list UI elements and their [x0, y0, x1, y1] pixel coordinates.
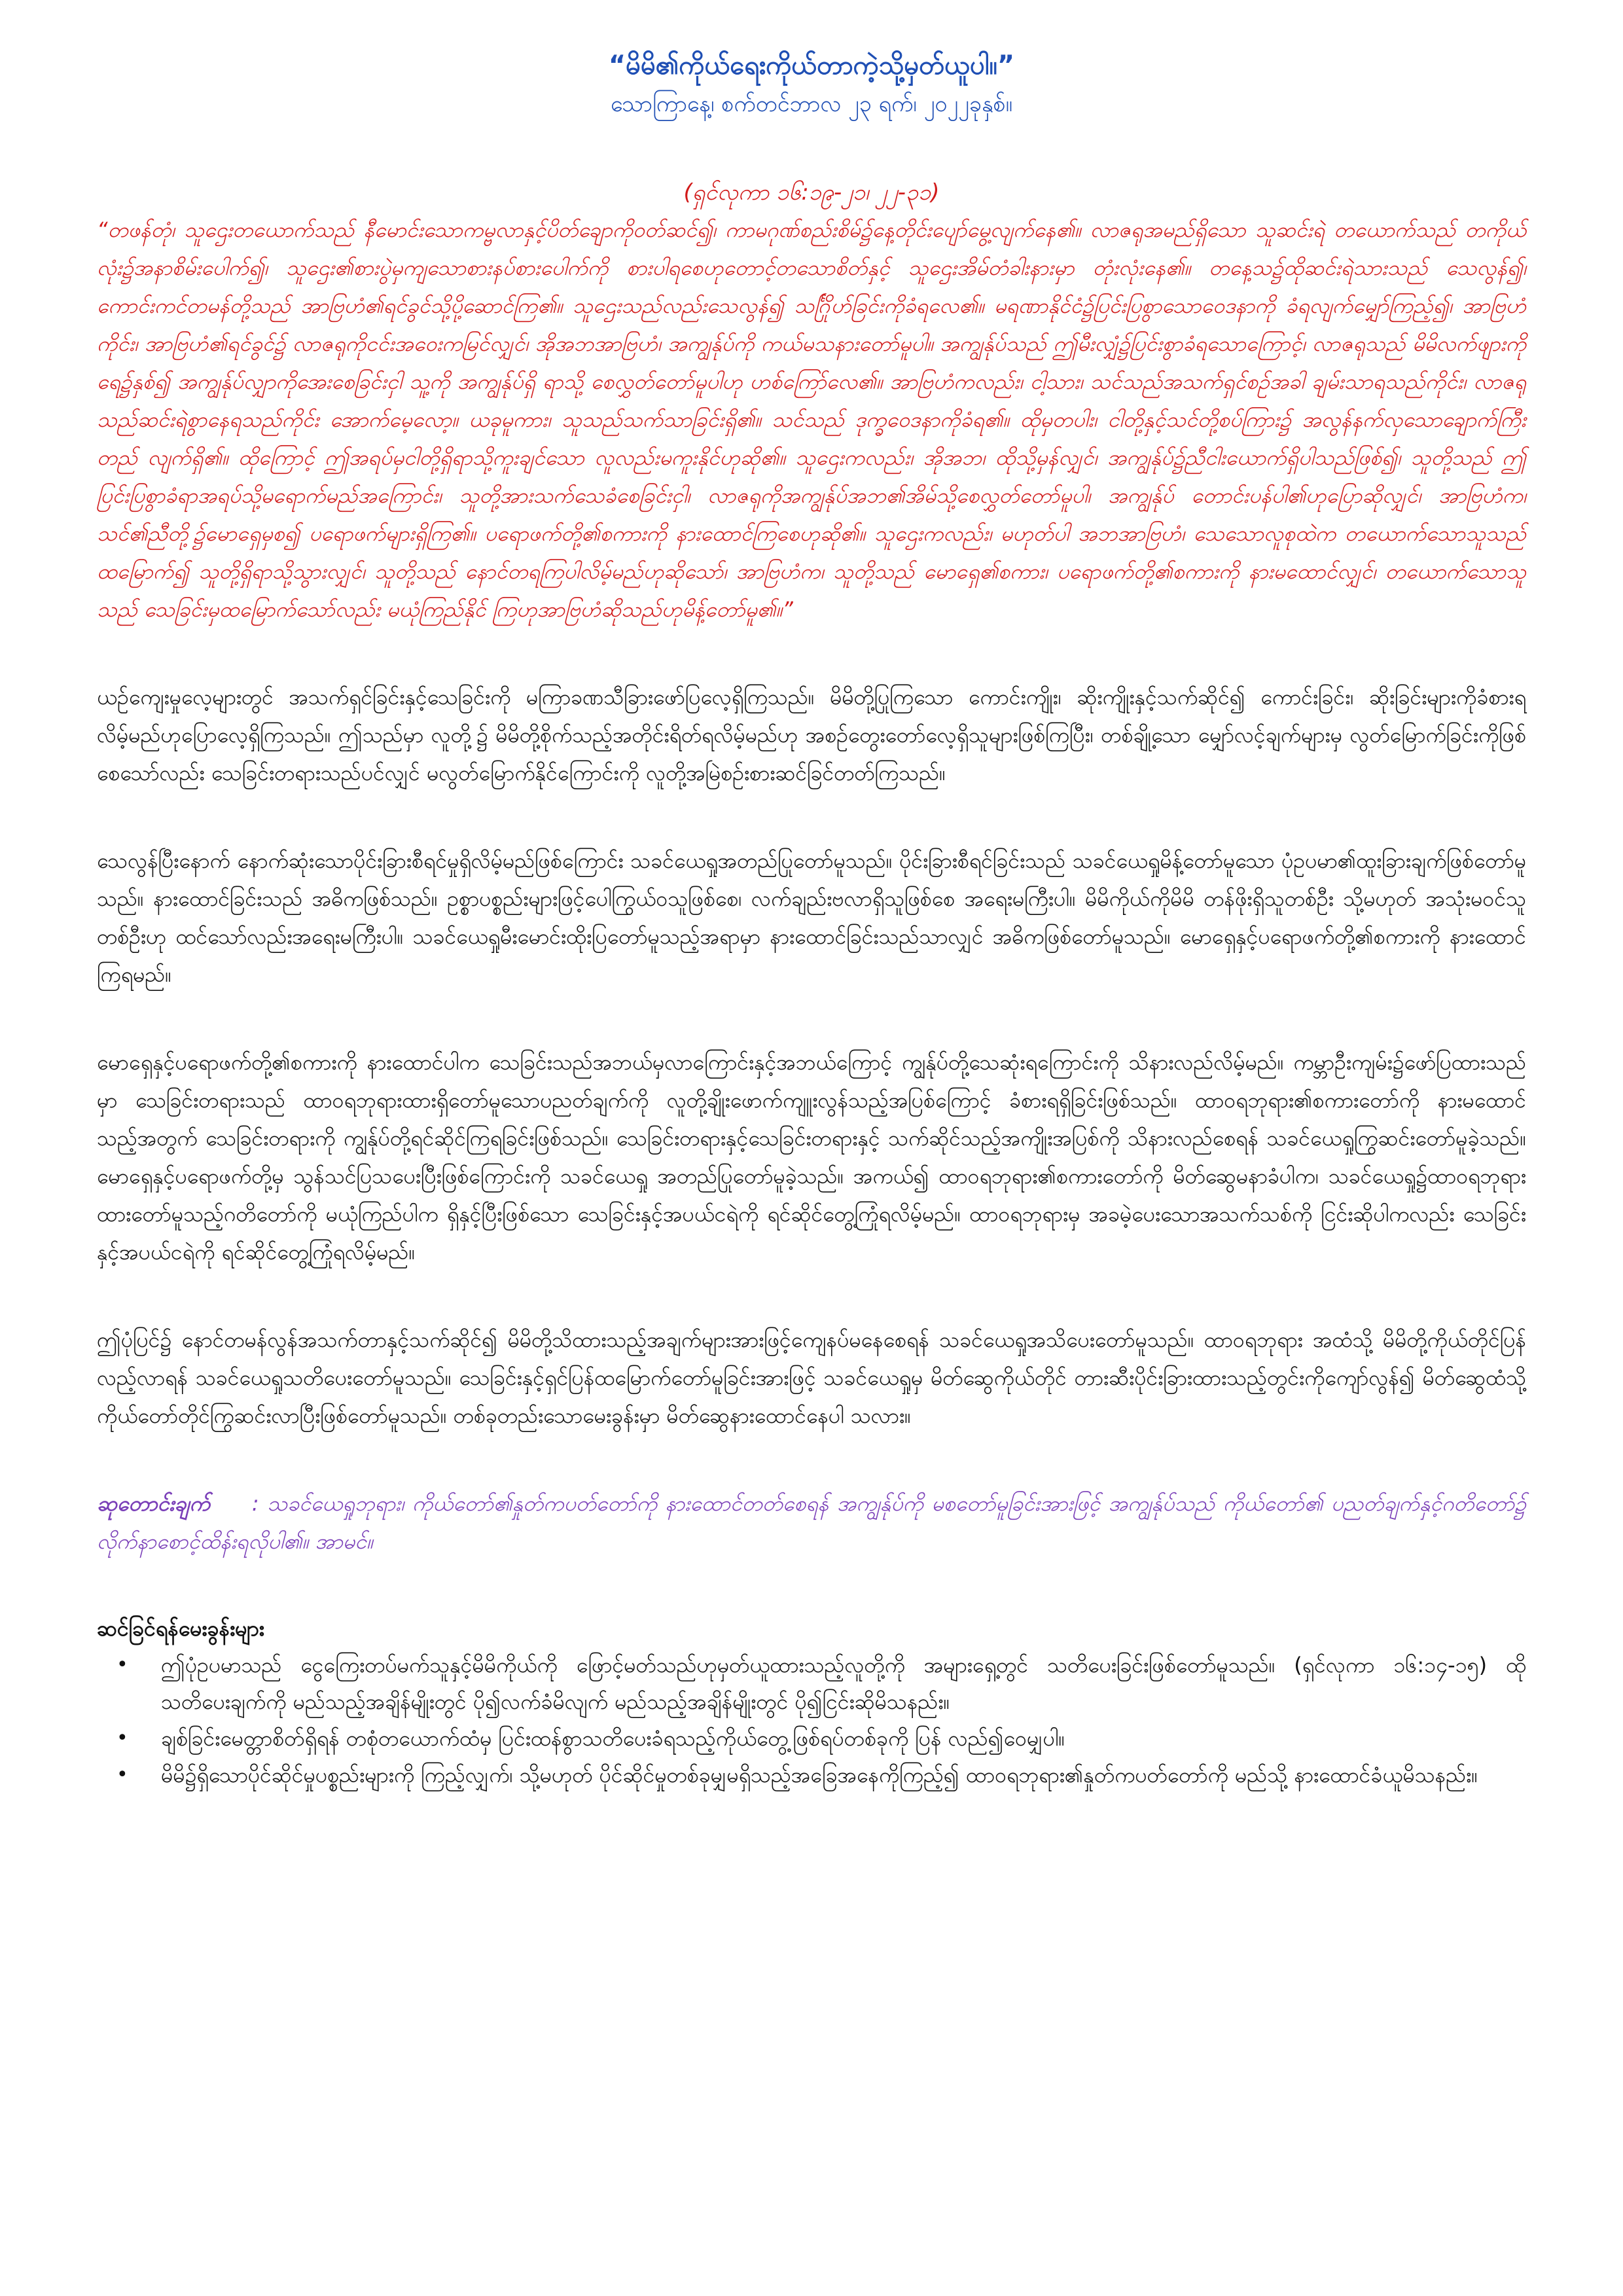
body-paragraph: ဤပုံပြင်၌ နောင်တမန်လွန်အသက်တာနှင့်သက်ဆိုင်၍ မိမိတို့သိထားသည့်အချက်များအားဖြင့်ကျေနပ်မနေစေရန် သခင်ယေရှုအသိပေးတော်မူသည်။ ထာဝရဘုရား အထံသို့ မိမိတို့ကိုယ်တိုင်ပြန်လည့်လာရန် သခင်ယေရှုသတိပေးတော်မူသည်။ သေခြင်းနှင့်ရှင်ပြန်ထမြောက်တော်မူခြင်းအားဖြင့် သခင်ယေရှုမှ မိတ်ဆွေကိုယ်တိုင် တားဆီးပိုင်းခြားထားသည့်တွင်းကိုကျော်လွန်၍ မိတ်ဆွေထံသို့ ကိုယ်တော်တိုင်ကြွဆင်းလာပြီးဖြစ်တော်မူသည်။ တစ်ခုတည်းသောမေးခွန်းမှာ မိတ်ဆွေနားထောင်နေပါ သလား။: [97, 1327, 1526, 1428]
question-text: မိမိ၌ရှိသောပိုင်ဆိုင်မှုပစ္စည်းများကို ကြည့်လျှက်၊ သို့မဟုတ် ပိုင်ဆိုင်မှုတစ်ခုမျှမရှိသည့်အခြေအနေကိုကြည့်၍ ထာဝရဘုရား၏နှုတ်ကပတ်တော်ကို မည်သို့ နားထောင်ခံယူမိသနည်း။: [161, 1763, 1478, 1787]
questions-heading: ဆင်ခြင်ရန်မေးခွန်းများ: [97, 1616, 264, 1641]
questions-list: [97, 1647, 1526, 1793]
body-paragraph: သေလွန်ပြီးနောက် နောက်ဆုံးသောပိုင်းခြားစီရင်မှုရှိလိမ့်မည်ဖြစ်ကြောင်း သခင်ယေရှုအတည်ပြုတော်မူသည်။ ပိုင်းခြားစီရင်ခြင်းသည် သခင်ယေရှုမိန့်တော်မူသော ပုံဥပမာ၏ထူးခြားချက်ဖြစ်တော်မူသည်။ နားထောင်ခြင်းသည် အဓိကဖြစ်သည်။ ဥစ္စာပစ္စည်းများဖြင့်ပေါကြွယ်ဝသူဖြစ်စေ၊ လက်ချည်းဗလာရှိသူဖြစ်စေ အရေးမကြီးပါ။ မိမိကိုယ်ကိုမိမိ တန်ဖိုးရှိသူတစ်ဦး သို့မဟုတ် အသုံးမဝင်သူတစ်ဦးဟု ထင်သော်လည်းအရေးမကြီးပါ။ သခင်ယေရှုမီးမောင်းထိုးပြတော်မူသည့်အရာမှာ နားထောင်ခြင်းသည်သာလျှင် အဓိကဖြစ်တော်မူသည်။ မောရှေနှင့်ပရောဖက်တို့၏စကားကို နားထောင်ကြရမည်။: [97, 848, 1526, 987]
devotional-page: [97, 46, 1526, 1793]
scripture-text: “တဖန်တုံ၊ သူဌေးတယောက်သည် နီမောင်းသောကမ္ဗလာနှင့်ပိတ်ချောကိုဝတ်ဆင်၍၊ ကာမဂုဏ်စည်းစိမ်၌နေ့တိုင်းပျော်မွေ့လျက်နေ၏။ လာဇရုအမည်ရှိသော သူဆင်းရဲ တယောက်သည် တကိုယ်လုံး၌အနာစိမ်းပေါက်၍၊ သူဌေး၏စားပွဲမှကျသောစားနပ်စားပေါက်ကို စားပါရစေဟုတောင့်တသောစိတ်နှင့် သူဌေးအိမ်တံခါးနားမှာ တုံးလုံးနေ၏။ တနေ့သ၌ထိုဆင်းရဲသားသည် သေလွန်၍၊ ကောင်းကင်တမန်တို့သည် အာဗြဟံ၏ရင်ခွင်သို့ပို့ဆောင်ကြ၏။ သူဌေးသည်လည်းသေလွန်၍ သင်္ဂြိုဟ်ခြင်းကိုခံရလေ၏။ မရဏာနိုင်ငံ၌ပြင်းပြစွာသောဝေဒနာကို ခံရလျက်မျှော်ကြည့်၍၊ အာဗြဟံကိုင်း၊ အာဗြဟံ၏ရင်ခွင်၌ လာဇရုကိုငင်းအဝေးကမြင်လျှင်၊ အိုအဘအာဗြဟံ၊ အကျွန်ုပ်ကို ကယ်မသနားတော်မူပါ။ အကျွန်ုပ်သည် ဤမီးလျှံ၌ပြင်းစွာခံရသောကြောင့်၊ လာဇရုသည် မိမိလက်ဖျားကိုရေ၌နှစ်၍ အကျွန်ုပ်လျှာကိုအေးစေခြင်းငှါ သူ့ကို အကျွန်ုပ်ရှိ ရာသို့ စေလွှတ်တော်မူပါဟု ဟစ်ကြော်လေ၏။ အာဗြဟံကလည်း၊ ငါ့သား၊ သင်သည်အသက်ရှင်စဉ်အခါ ချမ်းသာရသည်ကိုင်း၊ လာဇရုသည်ဆင်းရဲစွာနေရသည်ကိုင်း အောက်မေ့လော့။ ယခုမူကား၊ သူသည်သက်သာခြင်းရှိ၏။ သင်သည် ဒုက္ခဝေဒနာကိုခံရ၏။ ထိုမှတပါး၊ ငါတို့နှင့်သင်တို့စပ်ကြား၌ အလွန်နက်လှသောချောက်ကြီးတည် လျက်ရှိ၏။ ထိုကြောင့် ဤအရပ်မှငါတို့ရှိရာသို့ကူးချင်သော လူလည်းမကူးနိုင်ဟုဆို၏။ သူဌေးကလည်း၊ အိုအဘ၊ ထိုသို့မှန်လျှင်၊ အကျွန်ုပ်၌ညီငါးယောက်ရှိပါသည်ဖြစ်၍၊ သူတို့သည် ဤပြင်းပြစွာခံရာအရပ်သို့မရောက်မည်အကြောင်း၊ သူတို့အားသက်သေခံစေခြင်းငှါ၊ လာဇရုကိုအကျွန်ုပ်အဘ၏အိမ်သို့စေလွှတ်တော်မူပါ၊ အကျွန်ုပ် တောင်းပန်ပါ၏ဟုပြောဆိုလျှင်၊ အာဗြဟံက၊ သင်၏ညီတို့၌မောရှေမှစ၍ ပရောဖက်များရှိကြ၏။ ပရောဖက်တို့၏စကားကို နားထောင်ကြစေဟုဆို၏။ သူဌေးကလည်း၊ မဟုတ်ပါ အဘအာဗြဟံ၊ သေသောလူစုထဲက တယောက်သောသူသည် ထမြောက်၍ သူတို့ရှိရာသို့သွားလျှင်၊ သူတို့သည် နောင်တရကြပါလိမ့်မည်ဟုဆိုသော်၊ အာဗြဟံက၊ သူတို့သည် မောရှေ၏စကား၊ ပရောဖက်တို့၏စကားကို နားမထောင်လျှင်၊ တယောက်သောသူသည် သေခြင်းမှထမြောက်သော်လည်း မယုံကြည်နိုင် ကြဟုအာဗြဟံဆိုသည်ဟုမိန့်တော်မူ၏။”: [97, 217, 1527, 622]
prayer-text: : သခင်ယေရှုဘုရား၊ ကိုယ်တော်၏နှုတ်ကပတ်တော်ကို နားထောင်တတ်စေရန် အကျွန်ုပ်ကို မစတော်မူခြင်းအားဖြင့် အကျွန်ုပ်သည် ကိုယ်တော်၏ ပညတ်ချက်နှင့်ဂတိတော်၌ လိုက်နာစောင့်ထိန်းရလိုပါ၏။ အာမင်။: [97, 1491, 1526, 1554]
date-line: သောကြာနေ့၊ စက်တင်ဘာလ ၂၃ ရက်၊ ၂၀၂၂ခုနှစ်။: [611, 91, 1012, 117]
question-text: ချစ်ခြင်းမေတ္တာစိတ်ရှိရန် တစုံတယောက်ထံမှ ပြင်းထန်စွာသတိပေးခံရသည့်ကိုယ်တွေ့ဖြစ်ရပ်တစ်ခုကို ပြန် လည်၍ဝေမျှပါ။: [161, 1726, 1065, 1751]
body-paragraph: ယဉ်ကျေးမှုလေ့များတွင် အသက်ရှင်ခြင်းနှင့်သေခြင်းကို မကြာခဏသီခြားဖော်ပြလေ့ရှိကြသည်။ မိမိတို့ပြုကြသော ကောင်းကျိုး၊ ဆိုးကျိုးနှင့်သက်ဆိုင်၍ ကောင်းခြင်း၊ ဆိုးခြင်းများကိုခံစားရလိမ့်မည်ဟုပြောလေ့ရှိကြသည်။ ဤသည်မှာ လူတို့၌ မိမိတို့စိုက်သည့်အတိုင်းရိတ်ရလိမ့်မည်ဟု အစဉ်တွေးတော်လေ့ရှိသူများဖြစ်ကြပြီး၊ တစ်ချို့သော မျှော်လင့်ချက်များမှ လွတ်မြောက်ခြင်းကိုဖြစ်စေသော်လည်း သေခြင်းတရားသည်ပင်လျှင် မလွတ်မြောက်နိုင်ကြောင်းကို လူတို့အမြဲစဉ်းစားဆင်ခြင်တတ်ကြသည်။: [97, 685, 1526, 785]
prayer-block: [97, 1484, 1526, 1560]
question-text: ဤပုံဥပမာသည် ငွေကြေးတပ်မက်သူနှင့်မိမိကိုယ်ကို ဖြောင့်မတ်သည်ဟုမှတ်ယူထားသည့်လူတို့ကို အများရှေ့တွင် သတိပေးခြင်းဖြစ်တော်မူသည်။ (ရှင်လုကာ ၁၆:၁၄-၁၅) ထိုသတိပေးချက်ကို မည်သည့်အချိန်မျိုးတွင် ပို၍လက်ခံမိလျက် မည်သည့်အချိန်မျိုးတွင် ပို၍ငြင်းဆိုမိသနည်း။: [161, 1653, 1526, 1714]
prayer-label: ဆုတောင်းချက်: [97, 1491, 210, 1516]
list-item: [97, 1720, 1526, 1757]
bullet-icon: •: [116, 1653, 128, 1676]
page-title: “မိမိ၏ကိုယ်ရေးကိုယ်တာကဲ့သို့မှတ်ယူပါ။”: [608, 50, 1015, 81]
bullet-icon: •: [116, 1763, 128, 1786]
body-paragraph: မောရှေနှင့်ပရောဖက်တို့၏စကားကို နားထောင်ပါက သေခြင်းသည်အဘယ်မှလာကြောင်းနှင့်အဘယ်ကြောင့် ကျွန်ုပ်တို့သေဆုံးရကြောင်းကို သိနားလည်လိမ့်မည်။ ကမ္ဘာဦးကျမ်း၌ဖော်ပြထားသည်မှာ သေခြင်းတရားသည် ထာဝရဘုရားထားရှိတော်မူသောပညတ်ချက်ကို လူတို့ချိုးဖောက်ကျူးလွန်သည့်အပြစ်ကြောင့် ခံစားရရှိခြင်းဖြစ်သည်။ ထာဝရဘုရား၏စကားတော်ကို နားမထောင်သည့်အတွက် သေခြင်းတရားကို ကျွန်ုပ်တို့ရင်ဆိုင်ကြရခြင်းဖြစ်သည်။ သေခြင်းတရားနှင့်သေခြင်းတရားနှင့် သက်ဆိုင်သည့်အကျိုးအပြစ်ကို သိနားလည်စေရန် သခင်ယေရှုကြွဆင်းတော်မူခဲ့သည်။ မောရှေနှင့်ပရောဖက်တို့မှ သွန်သင်ပြသပေးပြီးဖြစ်ကြောင်းကို သခင်ယေရှု အတည်ပြုတော်မူခဲ့သည်။ အကယ်၍ ထာဝရဘုရား၏စကားတော်ကို မိတ်ဆွေမနာခံပါက၊ သခင်ယေရှု၌ထာဝရဘုရားထားတော်မူသည့်ဂတိတော်ကို မယုံကြည်ပါက ရှိနှင့်ပြီးဖြစ်သော သေခြင်းနှင့်အပယ်ငရဲကို ရင်ဆိုင်တွေ့ကြုံရလိမ့်မည်။ ထာဝရဘုရားမှ အခမဲ့ပေးသောအသက်သစ်ကို ငြင်းဆိုပါကလည်း သေခြင်းနှင့်အပယ်ငရဲကို ရင်ဆိုင်တွေ့ကြုံရလိမ့်မည်။: [97, 1050, 1526, 1265]
bullet-icon: •: [116, 1727, 128, 1749]
list-item: [97, 1647, 1526, 1720]
list-item: [97, 1757, 1526, 1793]
scripture-reference: (ရှင်လုကာ ၁၆:၁၉-၂၁၊ ၂၂-၃၁): [683, 179, 940, 206]
